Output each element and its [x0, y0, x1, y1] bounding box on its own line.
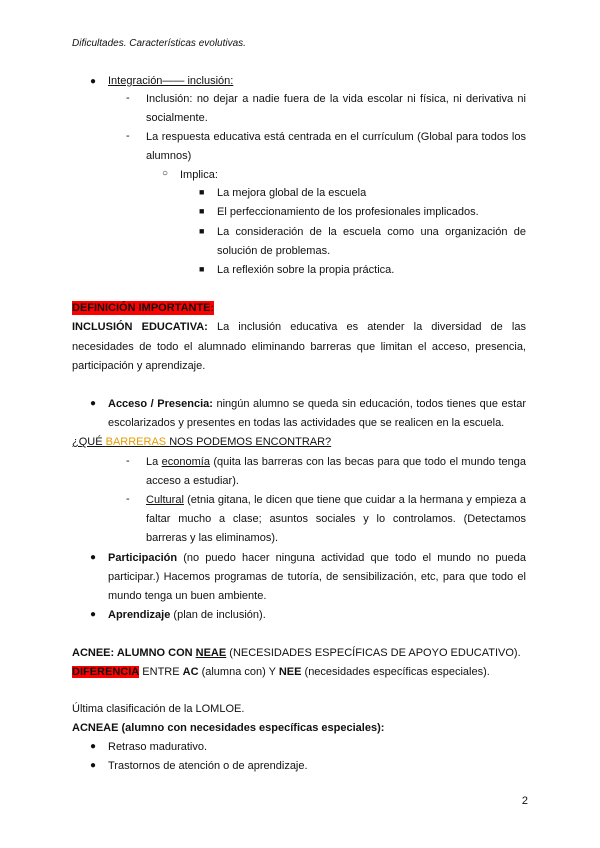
participacion-text: (no puedo hacer ninguna actividad que todo el mundo no pueda [177, 552, 526, 564]
text-line: Última clasificación de la LOMLOE. [72, 703, 245, 715]
text-line: solución de problemas. [217, 245, 331, 257]
diferencia-label: DIFERENCIA [72, 666, 140, 678]
text-line: participación y aprendizaje. [72, 360, 206, 372]
text-line: El perfeccionamiento de los profesionales implicados. [217, 206, 479, 218]
text-line: Implica: [180, 169, 218, 181]
acceso-term: Acceso / Presencia: [108, 398, 213, 410]
barrier-cultural: Cultural [146, 494, 184, 506]
acceso-text: ningún alumno se queda sin educación, todos tienes que estar [212, 398, 526, 410]
bullet-icon: ● [90, 76, 97, 87]
text-line: participar.) Hacemos programas de tutoría, de sensibilización, etc, para que todo el [108, 571, 526, 583]
dash-icon: - [126, 130, 130, 142]
nee-text: (necesidades específicas especiales). [301, 666, 490, 678]
bullet-icon: ● [90, 398, 97, 409]
text-line: La mejora global de la escuela [217, 187, 367, 199]
bullet-icon: ● [90, 552, 97, 563]
text-line: socialmente. [146, 112, 208, 124]
entre-text: ENTRE [139, 666, 183, 678]
dash-icon: - [126, 92, 130, 104]
nee-term: NEE [278, 666, 302, 678]
question-line [72, 435, 331, 449]
list-item: Retraso madurativo. [108, 741, 208, 753]
section-title: Integración—— inclusión: [108, 75, 234, 87]
square-bullet-icon: ■ [199, 226, 205, 236]
text-line: La respuesta educativa está centrada en el currículum (Global para todos los [146, 131, 526, 143]
acneae-heading: ACNEAE (alumno con necesidades específicas especiales): [72, 722, 385, 734]
text-line: Inclusión: no dejar a nadie fuera de la vida escolar ni física, ni derivativa ni [146, 93, 526, 105]
square-bullet-icon: ■ [199, 206, 205, 216]
question-post: NOS PODEMOS ENCONTRAR? [169, 436, 332, 448]
aprendizaje-term: Aprendizaje [108, 609, 171, 621]
bullet-icon: ● [90, 741, 97, 752]
ac-term: AC [182, 666, 199, 678]
text-line: escolarizados y presentes en todas las actividades que se realicen en la escuela. [108, 417, 505, 429]
text-line [146, 493, 526, 507]
list-item: Trastornos de atención o de aprendizaje. [108, 760, 308, 772]
page-header: Dificultades. Características evolutivas. [72, 38, 246, 49]
circle-bullet-icon: ○ [162, 168, 169, 179]
question-pre: ¿QUÉ [72, 436, 106, 448]
text-line: barreras y las eliminamos). [146, 532, 279, 544]
barrier-text: (quita las barreras con las becas para que todo el mundo tenga [209, 456, 526, 468]
definition-line [72, 320, 526, 334]
barrier-pre: La [146, 456, 162, 468]
page-number: 2 [521, 795, 528, 807]
text-line: necesidades de todo el alumnado eliminando barreras que limitan el acceso, presencia, [72, 341, 526, 353]
dash-icon: - [126, 455, 130, 467]
text-line: acceso a estudiar). [146, 475, 239, 487]
definition-term: INCLUSIÓN EDUCATIVA: [72, 321, 208, 333]
text-line [108, 397, 526, 411]
square-bullet-icon: ■ [199, 187, 205, 197]
neae-term: NEAE [195, 647, 227, 659]
acnee-line [72, 646, 521, 660]
text-line [146, 455, 526, 469]
text-line: faltar mucho a clase; asuntos sociales y lo controlamos. (Detectamos [146, 513, 526, 525]
definition-text: La inclusión educativa es atender la diversidad de las [207, 321, 526, 333]
barrier-economia: economía [161, 456, 210, 468]
diferencia-line [72, 665, 490, 679]
text-line: La reflexión sobre la propia práctica. [217, 264, 395, 276]
acnee-text: (NECESIDADES ESPECÍFICAS DE APOYO EDUCATIVO). [226, 647, 521, 659]
square-bullet-icon: ■ [199, 264, 205, 274]
bullet-icon: ● [90, 760, 97, 771]
participacion-term: Participación [108, 552, 178, 564]
text-line [108, 551, 526, 565]
barrier-text: (etnia gitana, le dicen que tiene que cuidar a la hermana y empieza a [183, 494, 526, 506]
dash-icon: - [126, 493, 130, 505]
text-line: mundo tenga un buen ambiente. [108, 590, 267, 602]
bullet-icon: ● [90, 609, 97, 620]
acnee-pre: ACNEE: ALUMNO CON [72, 647, 196, 659]
definition-label: DEFINICIÓN IMPORTANTE: [72, 302, 215, 314]
aprendizaje-text: (plan de inclusión). [170, 609, 266, 621]
ac-text: (alumna con) Y [198, 666, 279, 678]
text-line: alumnos) [146, 150, 192, 162]
text-line: La consideración de la escuela como una organización de [217, 226, 526, 238]
text-line [108, 608, 266, 622]
barreras-word: BARRERAS [105, 436, 170, 448]
